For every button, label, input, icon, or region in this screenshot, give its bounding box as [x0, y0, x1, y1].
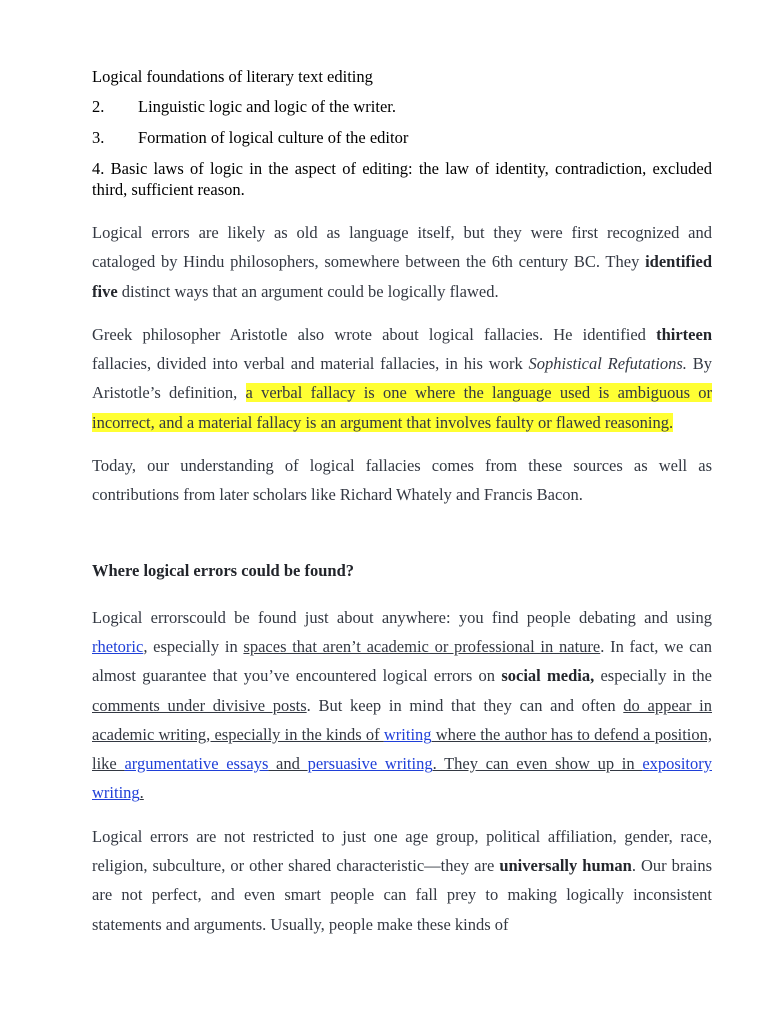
p5-text-1: Logical errors are not restricted to just one age group, political affiliation, gender, race, religion, subculture, or other shared characteristic—they are [92, 826, 712, 876]
p1-text-2: distinct ways that an argument could be logically flawed. [117, 281, 499, 301]
p4-bold-social-media: social media, [501, 666, 595, 686]
p4-text-1: Logical errorscould be found just about anywhere: you find people debating and using [92, 607, 712, 627]
p2-italic-title: Sophistical Refutations. [528, 354, 687, 374]
p4-underline-spaces: spaces that aren’t academic or professional in nature [243, 636, 601, 656]
outline-item-3-text: Formation of logical culture of the editor [138, 128, 409, 147]
paragraph-universal [92, 822, 712, 939]
paragraph-aristotle [92, 320, 712, 437]
outline-item-4: 4. Basic laws of logic in the aspect of editing: the law of identity, contradiction, excluded third, sufficient reason. [92, 159, 712, 199]
p2-highlighted-definition: a verbal fallacy is one where the language used is ambiguous or incorrect, and a material fallacy is an argument that involves faulty or flawed reasoning. [92, 383, 712, 432]
p4-text-2: , especially in [143, 636, 244, 656]
paragraph-origins [92, 218, 712, 306]
p2-text-1: Greek philosopher Aristotle also wrote about logical fallacies. He identified [92, 324, 657, 344]
p4-underline-academic: do appear in academic writing, especially in the kinds of [92, 695, 712, 744]
link-writing[interactable]: writing [383, 724, 432, 744]
outline-item-2-text: Linguistic logic and logic of the writer. [138, 97, 396, 116]
link-expository-writing[interactable]: expository writing [92, 754, 712, 803]
p4-text-3: . In fact, we can almost guarantee that you’ve encountered logical errors on [92, 636, 712, 686]
p1-bold-identified-five: identified five [92, 252, 712, 301]
outline-item-2 [92, 96, 712, 118]
p4-underline-and: and [268, 754, 308, 774]
p4-text-4: especially in the [594, 666, 712, 686]
outline-item-3 [92, 127, 712, 149]
p4-underline-period: . [139, 783, 144, 803]
paragraph-today: Today, our understanding of logical fallacies comes from these sources as well as contributions from later scholars like Richard Whately and Francis Bacon. [92, 456, 712, 505]
p4-underline-author: where the author has to defend a position, like [92, 724, 712, 774]
p5-text-2: . Our brains are not perfect, and even smart people can fall prey to making logically inconsistent statements and arguments. Usually, people make these kinds of [92, 856, 713, 934]
p5-bold-universally-human: universally human [499, 856, 632, 876]
link-persuasive-writing[interactable]: persuasive writing [307, 754, 433, 774]
outline-item-3-number: 3. [92, 128, 105, 147]
p4-underline-comments: comments under divisive posts [92, 695, 307, 715]
p4-text-5: . But keep in mind that they can and often [306, 695, 624, 715]
section-heading: Where logical errors could be found? [92, 560, 355, 580]
link-argumentative-essays[interactable]: argumentative essays [124, 754, 269, 774]
p1-text-1: Logical errors are likely as old as language itself, but they were first recognized and cataloged by Hindu philosophers, somewhere between the 6th century BC. They [92, 223, 712, 272]
outline-line-1: Logical foundations of literary text editing [92, 67, 373, 86]
p4-underline-show-up: . They can even show up in [432, 754, 643, 774]
link-rhetoric[interactable]: rhetoric [92, 636, 144, 656]
p2-text-2: fallacies, divided into verbal and material fallacies, in his work [92, 354, 529, 374]
paragraph-where-found [92, 603, 712, 808]
p2-text-3: By Aristotle’s definition, [92, 354, 712, 403]
document-page [92, 66, 712, 953]
outline-item-2-number: 2. [92, 97, 105, 116]
p2-bold-thirteen: thirteen [656, 324, 712, 344]
